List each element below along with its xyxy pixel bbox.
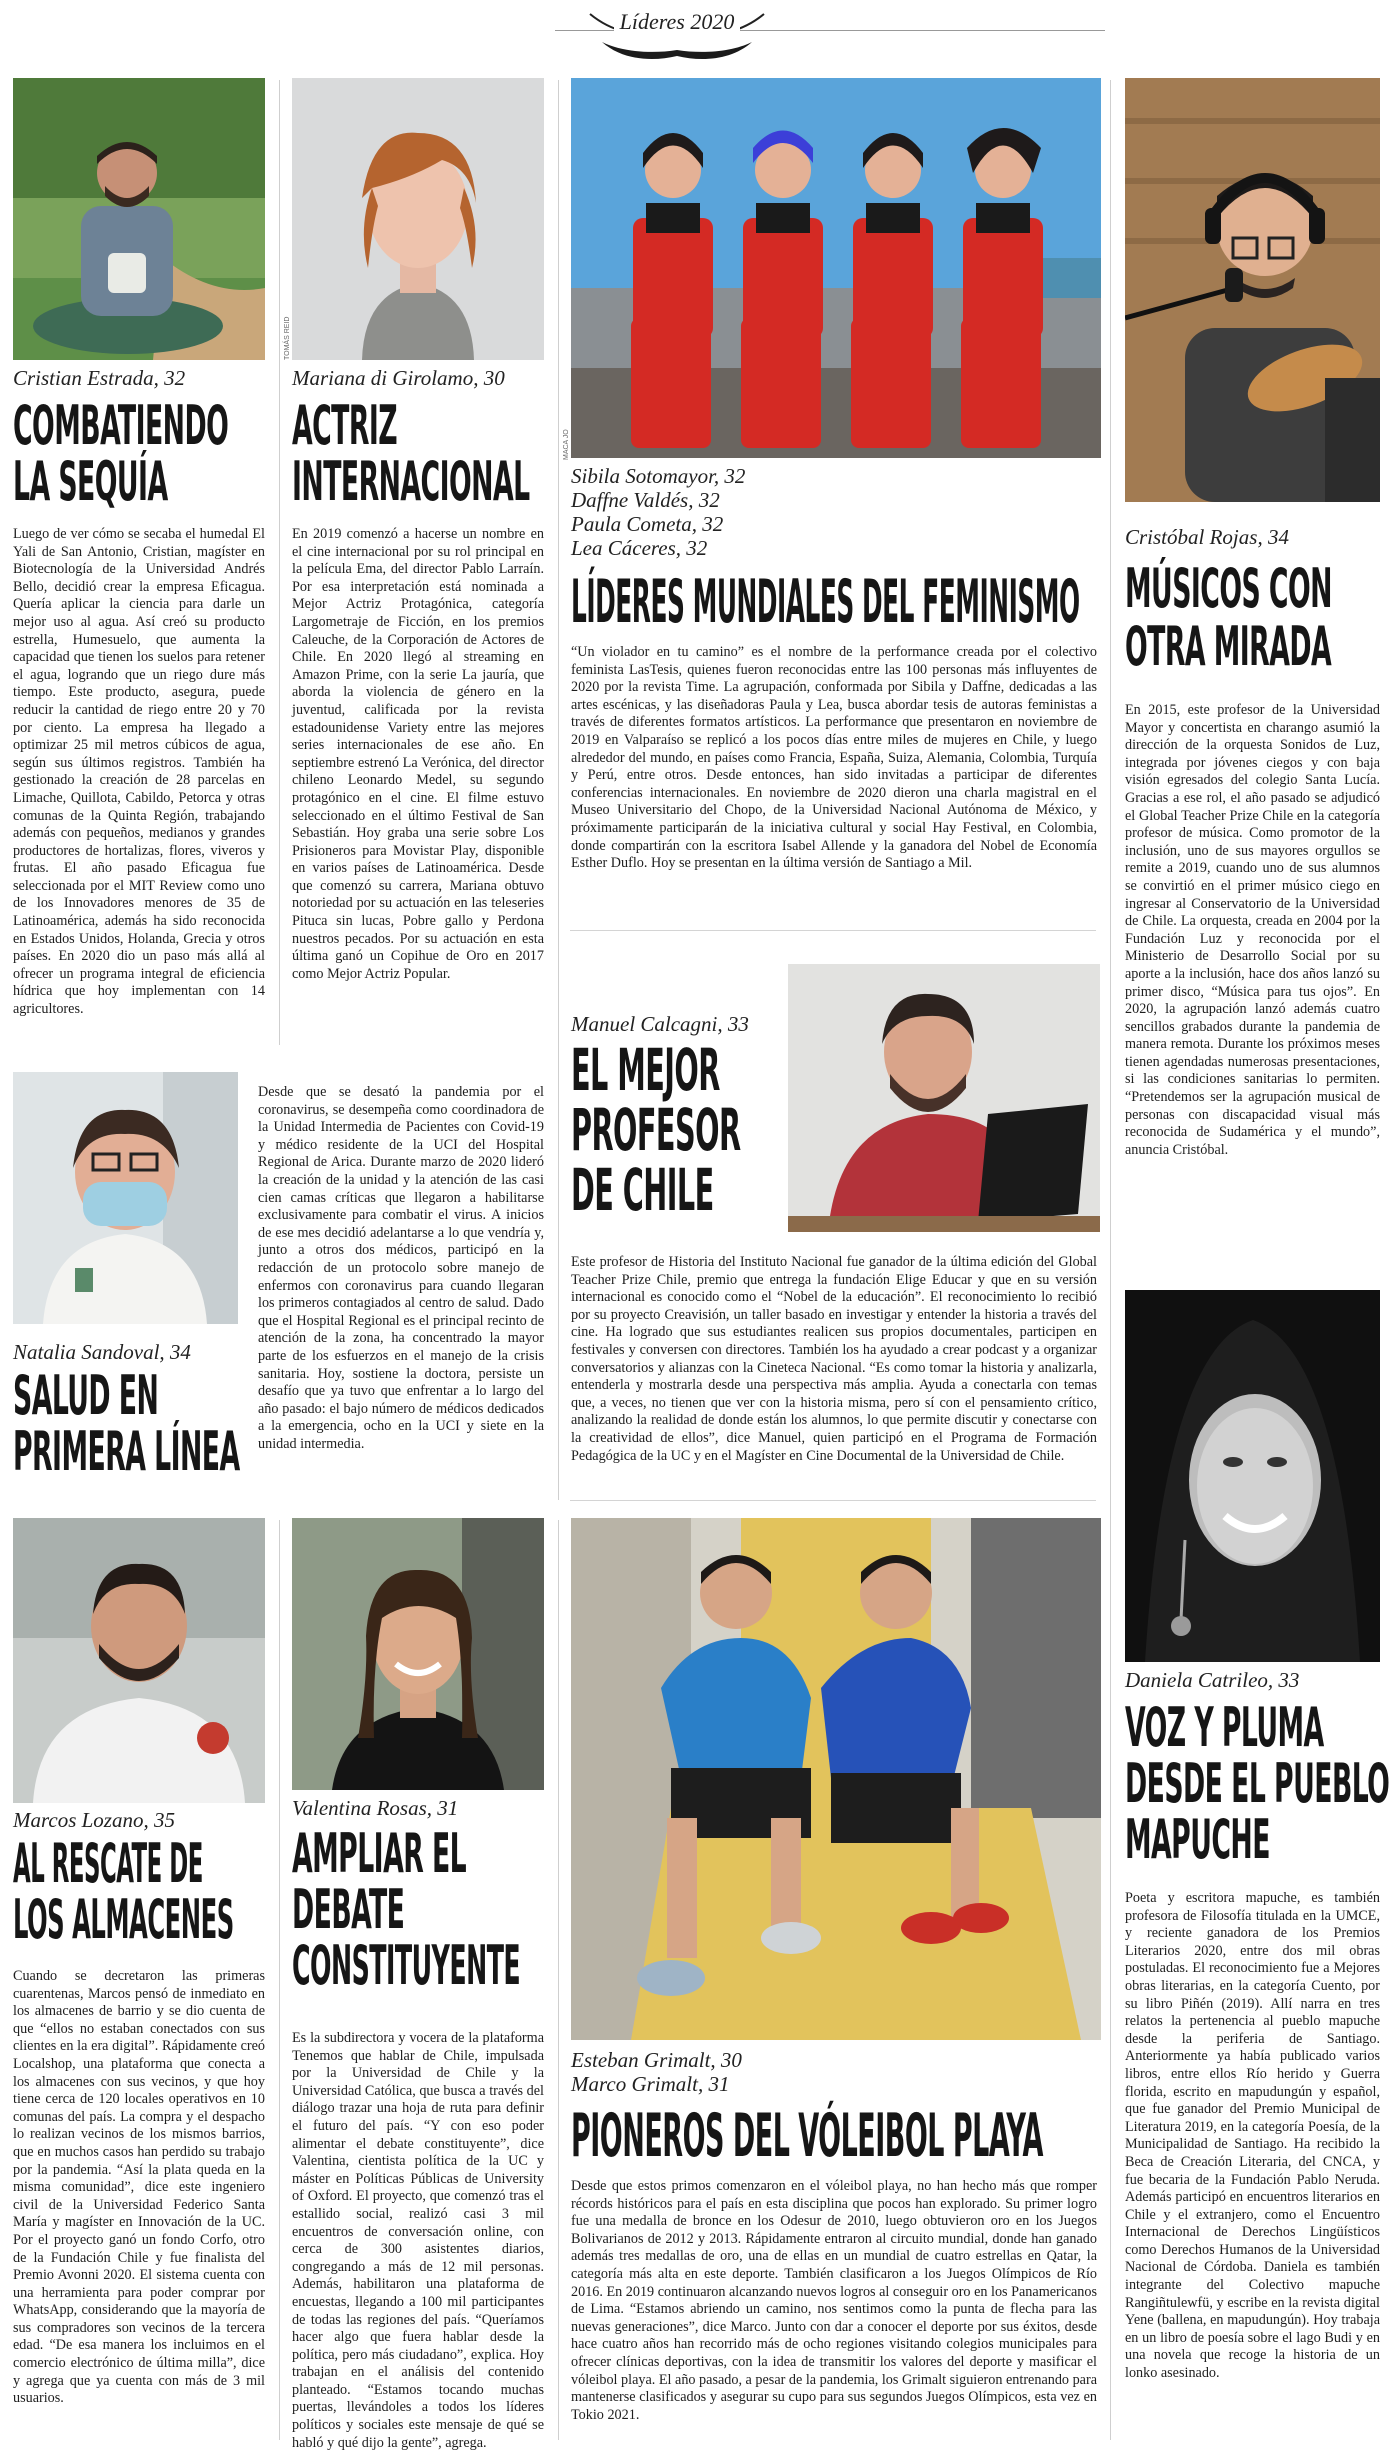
lastesis-name-4: Lea Cáceres, 32 (571, 536, 708, 560)
lastesis-body: “Un violador en tu camino” es el nombre de la performance creada por el colectivo feminista LasTesis, quienes fueron reconocidas entre las 100 personas más influyentes de 2020 por la revista Time. La agrupación, conformada por Sibila y Daffne, dedicadas a las artes escénicas, y las diseñadoras Paula y Lea, busca abordar tesis de autoras feministas a través de diferentes formatos artísticos. La performance que presentaron en noviembre de 2019 en Valparaíso se replicó a los pocos días entre miles de mujeres en Chile, y luego alrededor del mundo, en países como Francia, España, Suiza, Alemania, Colombia, Turquía y Perú, entre otros. Desde entonces, han sido invitadas a participar de diferentes conferencias internacionales. En noviembre de 2020 dieron una charla magistral en el Museo Universitario del Chopo, de la Universidad Nacional Autónoma de México, y próximamente participarán de la iniciativa cultural y social Hay Festival, en Colombia, donde compartirán con la escritora Isabel Allende y la ganadora del Nobel de Economía Esther Duflo. Hoy se presentan en la última versión de Santiago a Mil. (571, 644, 1097, 872)
daniela-headline-1: VOZ Y PLUMA (1125, 1696, 1324, 1759)
section-rule (570, 1500, 1096, 1501)
manuel-headline-3: DE CHILE (571, 1156, 714, 1224)
manuel-headline-1: EL MEJOR (571, 1036, 720, 1104)
valentina-name: Valentina Rosas, 31 (292, 1796, 459, 1820)
grimalt-headline: PIONEROS DEL VÓLEIBOL PLAYA (571, 2101, 1043, 2171)
mariana-body: En 2019 comenzó a hacerse un nombre en el cine internacional por su rol principal en la película Ema, del director Pablo Larraín. Por esa interpretación está nominada a Mejor Actriz Protagónica, categoría Largometraje de Ficción, en los premios Caleuche, de la Corporación de Actores de Chile. En 2020 llegó al streaming en Amazon Prime, con la serie La jauría, que aborda la violencia de género en la juventud, calificada por la revista estadounidense Variety entre las mejores series internacionales de ese año. En septiembre estrenó La Verónica, del director chileno Leonardo Medel, su segundo protagónico en el cine. El filme estuvo seleccionado en el último Festival de San Sebastián. Hoy graba una serie sobre Los Prisioneros para Movistar Play, disponible en varios países de Latinoamérica. Desde que comenzó su carrera, Mariana obtuvo notoriedad por su actuación en las teleseries Pituca sin lucas, Pobre gallo y Perdona nuestros pecados. Por su actuación en esta última ganó un Copihue de Oro en 2017 como Mejor Actriz Popular. (292, 526, 544, 982)
grimalt-photo (571, 1518, 1101, 2040)
mariana-headline-1: ACTRIZ (292, 394, 398, 457)
lastesis-name-3: Paula Cometa, 32 (571, 512, 724, 536)
mariana-headline-2: INTERNACIONAL (292, 450, 530, 513)
grimalt-name-2: Marco Grimalt, 31 (571, 2072, 730, 2096)
mariana-name: Mariana di Girolamo, 30 (292, 366, 505, 390)
daniela-headline-3: MAPUCHE (1125, 1808, 1270, 1871)
daniela-headline-2: DESDE EL PUEBLO (1125, 1752, 1390, 1815)
cristian-headline-1: COMBATIENDO (13, 394, 229, 457)
cristian-photo (13, 78, 265, 360)
cristian-body: Luego de ver cómo se secaba el humedal El Yali de San Antonio, Cristian, magíster en Biotecnología de la Universidad Andrés Bello, decidió crear la empresa Eficagua. Quería aplicar la ciencia para darle un mejor uso al agua. Así creó su producto estrella, Humesuelo, que aumenta la capacidad que tienen los suelos para retener el agua, logrando que un riego dure más tiempo. Este producto, asegura, puede reducir la cantidad de riego entre 20 y 70 por ciento. La empresa ha llegado a optimizar 25 mil metros cúbicos de agua, según sus últimos registros. También ha gestionado la creación de 28 parcelas en Limache, Quillota, Cabildo, Petorca y otras comunas de la Quinta Región, trabajando además con pequeños, medianos y grandes productores de hortalizas, flores, viveros y frutas. El año pasado Eficagua fue seleccionada por el MIT Review como uno de los Innovadores menores de 35 de Latinoamérica, además ha sido reconocida en Estados Unidos, Holanda, Grecia y otros países. En 2020 dio un paso más allá al ofrecer un programa integral de eficiencia hídrica que hoy implementan con 14 agricultores. (13, 526, 265, 1018)
cristobal-name: Cristóbal Rojas, 34 (1125, 525, 1289, 549)
manuel-name: Manuel Calcagni, 33 (571, 1012, 749, 1036)
valentina-headline-1: AMPLIAR EL (292, 1822, 467, 1885)
marcos-name: Marcos Lozano, 35 (13, 1808, 175, 1832)
daniela-photo (1125, 1290, 1380, 1662)
daniela-name: Daniela Catrileo, 33 (1125, 1668, 1300, 1692)
cristian-headline-2: LA SEQUÍA (13, 450, 168, 513)
marcos-photo (13, 1518, 265, 1803)
mariana-photo-credit: TOMÁS REID (284, 316, 291, 360)
lastesis-headline: LÍDERES MUNDIALES DEL FEMINISMO (571, 567, 1080, 637)
manuel-headline-2: PROFESOR (571, 1096, 741, 1164)
column-rule (1110, 80, 1111, 2440)
valentina-photo (292, 1518, 544, 1790)
column-rule (279, 1520, 280, 2440)
cristian-name: Cristian Estrada, 32 (13, 366, 186, 390)
cristobal-body: En 2015, este profesor de la Universidad Mayor y concertista en charango asumió la dirección de la orquesta Sonidos de Luz, integrada por jóvenes ciegos y con baja visión egresados del colegio Santa Lucía. Gracias a ese rol, el año pasado se adjudicó el Global Teacher Prize Chile en la categoría profesor de música. Como promotor de la inclusión, uno de sus mayores orgullos se remite a 2019, cuando uno de sus alumnos se convirtió en el primer músico ciego en ingresar al Conservatorio de la Universidad de Chile. La orquesta, creada en 2004 por la Fundación Luz y reconocida por el Ministerio de Desarrollo Social por su aporte a la inclusión, hace dos años lanzó su primer disco, “Música para tus ojos”. En 2020, la agrupación lanzó además cuatro sencillos grabados durante la pandemia de manera remota. Durante los próximos meses tienen agendadas numerosas presentaciones, si las condiciones sanitarias lo permiten. “Pretendemos ser la agrupación musical de personas con discapacidad visual más reconocida de Sudamérica y el mundo”, anuncia Cristóbal. (1125, 702, 1380, 1158)
manuel-body: Este profesor de Historia del Instituto Nacional fue ganador de la última edición del Global Teacher Prize Chile, premio que entrega la fundación Elige Educar y que en su versión internacional es conocido como el “Nobel de la educación”. El reconocimiento lo recibió por su proyecto Creavisión, un taller basado en investigar y entender la historia a través del cine. Ha logrado que sus estudiantes realicen sus propios documentales, participen en festivales y conversen con directores. También los ha ayudado a crear podcast y a organizar conversatorios y alianzas con la Cineteca Nacional. “Es como tomar la historia y analizarla, entenderla y mostrarla desde una perspectiva más amplia. Ayuda a conectarla con temas que, a veces, no tienen que ver con la historia misma, pero sí con el pensamiento crítico, analizando la realidad de donde están los alumnos, lo que permite discutir y conectarse con la creatividad de ellos”, dice Manuel, quien participó en el Programa de Formación Pedagógica de la UC y en el Magíster en Cine Documental de la Universidad de Chile. (571, 1254, 1097, 1464)
column-rule (279, 80, 280, 1045)
cristobal-headline-1: MÚSICOS CON (1125, 557, 1332, 620)
valentina-headline-3: CONSTITUYENTE (292, 1934, 521, 1997)
natalia-body: Desde que se desató la pandemia por el coronavirus, se desempeña como coordinadora de la Unidad Intermedia de Pacientes con Covid-19 y médico residente de la UCI del Hospital Regional de Arica. Durante marzo de 2020 lideró la creación de la unidad y la atención de las casi cien camas críticas que llegaron a habilitarse exclusivamente para combatir el virus. A inicios de ese mes decidió adelantarse a lo que vendría y, junto a otros dos médicos, participó en la redacción de un protocolo sobre manejo de enfermos con coronavirus para cuando llegaran los primeros contagiados al centro de salud. Dado que el Hospital Regional es el principal recinto de atención de la zona, ha concentrado la mayor parte de los esfuerzos en el manejo de la crisis sanitaria. Hoy, sostiene la doctora, persiste un desafío que ya tuvo que enfrentar a lo largo del año pasado: el bajo número de médicos dedicados a la emergencia, ocho en la UCI y siete en la unidad intermedia. (258, 1084, 544, 1452)
natalia-photo (13, 1072, 238, 1324)
lastesis-name-2: Daffne Valdés, 32 (571, 488, 720, 512)
daniela-body: Poeta y escritora mapuche, es también profesora de Filosofía titulada en la UMCE, y reciente ganadora de los Premios Literarios 2020, entre dos mil obras postuladas. El reconocimiento fue a Mejores obras literarias, en la categoría Cuento, por su libro Piñén (2019). Allí narra en tres relatos la pertenencia al pueblo mapuche desde la periferia de Santiago. Anteriormente ya había publicado varios libros, entre ellos Río herido y Guerra florida, escrito en mapudungún y español, que fue ganador del Premio Municipal de Literatura 2019, en la categoría Poesía, de la Municipalidad de Santiago. Ha recibido la Beca de Creación Literaria, del CNCA, y fue becaria de la Fundación Pablo Neruda. Además participó en encuentros literarios en Chile y el extranjero, como el Encuentro Internacional de Derechos Lingüísticos como Derechos Humanos de la Universidad Nacional de Córdoba. Daniela es también integrante del Colectivo mapuche Rangiñtulewfü, y escribe en la revista digital Yene (ballena, en mapudungún). Hoy trabaja en un libro de poesía sobre el lago Budi y en una novela que recoge la historia de un lonko asesinado. (1125, 1890, 1380, 2382)
manuel-photo (788, 964, 1100, 1232)
marcos-body: Cuando se decretaron las primeras cuarentenas, Marcos pensó de inmediato en los almacenes de barrio y se dio cuenta de que “ellos no estaban conectados con sus clientes en la era digital”. Rápidamente creó Localshop, una plataforma que conecta a los almacenes con sus vecinos, y que hoy tiene cerca de 120 locales operativos en 10 comunas del país. La compra y el despacho lo realizan vecinos de los mismos barrios, que en muchos casos han perdido su trabajo por la pandemia. “Así la plata queda en la misma comunidad”, dice este ingeniero civil de la Universidad Federico Santa María y magíster en Innovación de la UC. Por el proyecto ganó un fondo Corfo, otro de la Fundación Chile y fue finalista del Premio Avonni 2020. El sistema cuenta con una herramienta para poder comprar por WhatsApp, considerando que la mayoría de sus compradores son vecinos de la tercera edad. “De esa manera los incluimos en el comercio electrónico de última milla”, dice y agrega que ya cuenta con más de 3 mil usuarios. (13, 1968, 265, 2407)
grimalt-name-1: Esteban Grimalt, 30 (571, 2048, 742, 2072)
valentina-body: Es la subdirectora y vocera de la plataforma Tenemos que hablar de Chile, impulsada por la Universidad de Chile y la Universidad Católica, que busca a través del diálogo trazar una hoja de ruta para definir el futuro del país. “Y con eso poder alimentar el debate constituyente”, dice Valentina, cientista política de la UC y máster en Políticas Públicas de University of Oxford. El proyecto, que comenzó tras el estallido social, realizó casi 3 mil encuentros de conversación online, con cerca de 300 asistentes diarios, congregando a más de 12 mil personas. Además, habilitaron una plataforma de encuestas, llegando a 100 mil participantes de todas las regiones del país. “Queríamos hacer algo que fuera hablar desde la política, pero más ciudadano”, explica. Hoy trabajan en el análisis del contenido planteado. “Estamos tocando muchas puertas, llevándoles a todos los líderes políticos y sociales este mensaje de qué se habló y qué dijo la gente”, agrega. (292, 2030, 544, 2451)
marcos-headline-2: LOS ALMACENES (13, 1888, 234, 1951)
natalia-name: Natalia Sandoval, 34 (13, 1340, 191, 1364)
lastesis-photo-credit: MACA JO (563, 429, 570, 460)
cristobal-headline-2: OTRA MIRADA (1125, 615, 1332, 678)
lastesis-photo (571, 78, 1101, 458)
column-rule (558, 80, 559, 1500)
column-rule (558, 1520, 559, 2440)
lastesis-name-1: Sibila Sotomayor, 32 (571, 464, 746, 488)
section-title: Líderes 2020 (619, 9, 735, 34)
natalia-headline-1: SALUD EN (13, 1364, 159, 1427)
grimalt-body: Desde que estos primos comenzaron en el vóleibol playa, no han hecho más que romper récords históricos para el país en esta disciplina que pocos han explorado. Su primer logro fue una medalla de bronce en los Odesur de 2010, luego obtuvieron oro en los Juegos Bolivarianos de 2012 y 2013. Rápidamente entraron al circuito mundial, donde han ganado además tres medallas de oro, una de ellas en un mundial de cuatro estrellas en Qatar, la categoría más alta en este deporte. También clasificaron a los Juegos Olímpicos de Río 2016. En 2019 continuaron alcanzando nuevos logros al conseguir oro en los Panamericanos de Lima. “Estamos abriendo un camino, nos sentimos como la punta de flecha para las nuevas generaciones”, dice Marco. Junto con dar a conocer el deporte por sus éxitos, desde hace cuatro años han recorrido más de ocho regiones visitando colegios municipales para ofrecer clínicas deportivas, con la idea de transmitir los valores del deporte y masificar el vóleibol playa. El año pasado, a pesar de la pandemia, los Grimalt siguieron entrenando para mantenerse clasificados y asegurar su cupo para sus segundos Juegos Olímpicos, esta vez en Tokio 2021. (571, 2178, 1097, 2423)
valentina-headline-2: DEBATE (292, 1878, 405, 1941)
section-rule (570, 930, 1096, 931)
marcos-headline-1: AL RESCATE DE (13, 1832, 203, 1895)
natalia-headline-2: PRIMERA LÍNEA (13, 1420, 240, 1483)
cristobal-photo (1125, 78, 1380, 502)
mariana-photo (292, 78, 544, 360)
